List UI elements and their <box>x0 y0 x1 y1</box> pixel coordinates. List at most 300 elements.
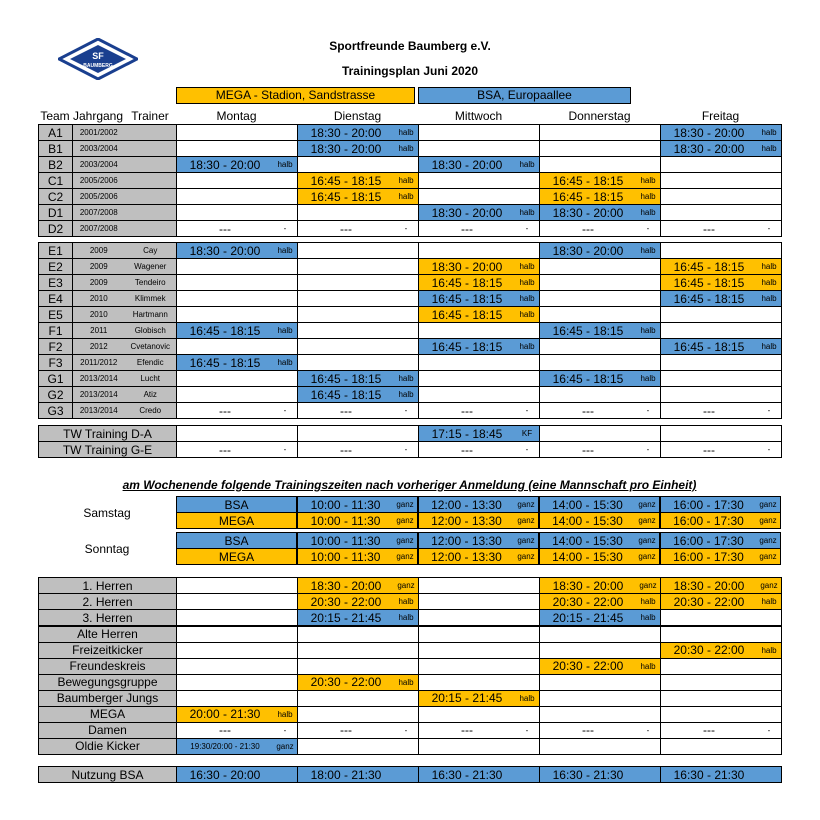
slot-mittwoch[interactable] <box>419 275 540 291</box>
team-name: Nutzung BSA <box>39 767 177 783</box>
slot-donnerstag[interactable] <box>540 426 661 442</box>
slot-time: 16:45 - 18:15 <box>673 291 745 306</box>
slot-time: 10:00 - 11:30 <box>310 533 381 548</box>
slot-note: - <box>646 406 650 415</box>
team-name: G2 <box>39 387 73 403</box>
slot-mittwoch[interactable] <box>419 189 540 205</box>
slot-mittwoch[interactable] <box>419 355 540 371</box>
slot-dienstag[interactable] <box>298 594 419 610</box>
slot-freitag[interactable] <box>661 387 782 403</box>
slot-donnerstag[interactable] <box>540 690 661 706</box>
slot-time: 16:45 - 18:15 <box>431 291 503 306</box>
slot-dienstag[interactable] <box>298 157 419 173</box>
slot-mittwoch[interactable] <box>419 323 540 339</box>
slot-note: halb <box>640 326 656 335</box>
team-name: E4 <box>39 291 73 307</box>
slot-freitag[interactable] <box>661 674 782 690</box>
club-name: Sportfreunde Baumberg e.V. <box>329 39 491 53</box>
slot-montag[interactable] <box>177 767 298 783</box>
slot-note: - <box>646 224 650 233</box>
slot-montag[interactable] <box>177 307 298 323</box>
team-row <box>39 674 782 690</box>
slot-mittwoch[interactable] <box>419 173 540 189</box>
slot-montag[interactable] <box>177 706 298 722</box>
slot-donnerstag[interactable] <box>540 243 661 259</box>
slot-note: halb <box>277 326 293 335</box>
slot-freitag[interactable] <box>661 626 782 642</box>
slot-montag[interactable] <box>177 626 298 642</box>
slot-dienstag[interactable] <box>298 767 419 783</box>
team-jahrgang: 2005/2006 <box>73 189 125 205</box>
slot-freitag[interactable] <box>661 738 782 754</box>
slot-freitag[interactable] <box>661 426 782 442</box>
slot-dienstag[interactable] <box>298 642 419 658</box>
slot-mittwoch[interactable] <box>419 442 540 458</box>
slot-mittwoch[interactable] <box>419 259 540 275</box>
plan-title: Trainingsplan Juni 2020 <box>341 64 479 78</box>
slot-freitag[interactable] <box>661 355 782 371</box>
slot-donnerstag[interactable] <box>540 275 661 291</box>
slot-time: --- <box>703 403 715 418</box>
team-name: B2 <box>39 157 73 173</box>
slot-montag[interactable] <box>177 403 298 419</box>
team-row <box>39 626 782 642</box>
slot-donnerstag[interactable] <box>540 307 661 323</box>
slot-donnerstag[interactable] <box>540 610 661 627</box>
slot-dienstag[interactable] <box>298 355 419 371</box>
slot-dienstag[interactable] <box>298 141 419 157</box>
slot-time: 14:00 - 15:30 <box>552 513 623 528</box>
slot-note: halb <box>398 677 414 687</box>
slot-time: 16:45 - 18:15 <box>431 275 503 290</box>
slot-dienstag[interactable] <box>298 722 419 738</box>
slot-montag[interactable] <box>177 339 298 355</box>
slot-mittwoch[interactable] <box>419 403 540 419</box>
slot-dienstag[interactable] <box>298 706 419 722</box>
svg-text:SF: SF <box>92 51 104 61</box>
col-header-team: Team <box>40 109 70 123</box>
slot-donnerstag[interactable] <box>540 141 661 157</box>
slot-montag[interactable] <box>177 610 298 627</box>
team-name: E2 <box>39 259 73 275</box>
slot-note: halb <box>277 246 293 255</box>
slot-time: 16:45 - 18:15 <box>431 307 503 322</box>
slot-dienstag[interactable] <box>298 690 419 706</box>
slot-mittwoch[interactable] <box>419 706 540 722</box>
slot-dienstag[interactable] <box>298 189 419 205</box>
slot-montag[interactable] <box>177 189 298 205</box>
slot-time: 16:30 - 21:30 <box>673 767 745 782</box>
slot-mittwoch[interactable] <box>419 594 540 610</box>
slot-donnerstag[interactable] <box>540 291 661 307</box>
slot-montag[interactable] <box>177 690 298 706</box>
slot-time: 16:45 - 18:15 <box>310 387 382 402</box>
slot-freitag[interactable] <box>661 125 782 141</box>
team-row <box>39 658 782 674</box>
slot-montag[interactable] <box>177 594 298 610</box>
team-row <box>39 387 782 403</box>
weekend-row <box>38 532 781 549</box>
slot-mittwoch[interactable] <box>419 578 540 594</box>
slot-note: halb <box>761 597 777 606</box>
slot-montag[interactable] <box>177 371 298 387</box>
slot-time: 16:45 - 18:15 <box>310 173 382 188</box>
slot-time: --- <box>461 221 473 236</box>
slot-freitag[interactable] <box>661 722 782 738</box>
slot-mittwoch[interactable] <box>419 658 540 674</box>
slot-time: --- <box>219 403 231 418</box>
slot-time: 20:30 - 22:00 <box>673 643 745 657</box>
slot-dienstag[interactable] <box>298 125 419 141</box>
goalkeeper-table <box>38 425 782 458</box>
team-name: Freizeitkicker <box>39 642 177 658</box>
slot-time: 16:45 - 18:15 <box>431 339 503 354</box>
team-row <box>39 205 782 221</box>
slot-donnerstag[interactable] <box>540 738 661 754</box>
slot-montag[interactable] <box>177 674 298 690</box>
col-header-mittwoch: Mittwoch <box>454 109 503 123</box>
slot-note: ganz <box>517 516 535 525</box>
slot-mittwoch[interactable] <box>419 387 540 403</box>
slot-mittwoch[interactable] <box>419 738 540 754</box>
slot-dienstag[interactable] <box>298 403 419 419</box>
slot-note: - <box>404 725 408 735</box>
slot-time: 18:30 - 20:00 <box>431 205 503 220</box>
slot-time: 18:30 - 20:00 <box>673 141 745 156</box>
team-row <box>39 323 782 339</box>
slot-montag[interactable] <box>177 387 298 403</box>
team-jahrgang: 2009 <box>73 275 125 291</box>
slot-donnerstag[interactable] <box>540 157 661 173</box>
slot-mittwoch[interactable] <box>419 157 540 173</box>
slot-dienstag[interactable] <box>298 323 419 339</box>
slot-mittwoch[interactable] <box>419 690 540 706</box>
slot-time: --- <box>582 221 594 236</box>
team-name: F3 <box>39 355 73 371</box>
slot-dienstag[interactable] <box>298 275 419 291</box>
slot-note: halb <box>640 661 656 671</box>
slot-time: --- <box>582 723 594 737</box>
slot-freitag[interactable] <box>661 243 782 259</box>
slot-freitag[interactable] <box>661 259 782 275</box>
slot-mittwoch[interactable] <box>419 291 540 307</box>
slot-donnerstag[interactable] <box>540 767 661 783</box>
slot-note: - <box>646 445 650 454</box>
slot-weekend[interactable] <box>418 513 539 529</box>
slot-time: 10:00 - 11:30 <box>310 497 381 512</box>
slot-time: --- <box>340 442 352 457</box>
slot-weekend[interactable] <box>297 513 418 529</box>
slot-donnerstag[interactable] <box>540 323 661 339</box>
slot-time: 16:30 - 21:30 <box>552 767 624 782</box>
slot-donnerstag[interactable] <box>540 339 661 355</box>
slot-freitag[interactable] <box>661 339 782 355</box>
team-name: D2 <box>39 221 73 237</box>
slot-dienstag[interactable] <box>298 371 419 387</box>
slot-mittwoch[interactable] <box>419 221 540 237</box>
slot-note: KF <box>521 429 533 438</box>
slot-freitag[interactable] <box>661 173 782 189</box>
slot-mittwoch[interactable] <box>419 426 540 442</box>
team-jahrgang: 2013/2014 <box>73 371 125 387</box>
slot-montag[interactable] <box>177 642 298 658</box>
slot-note: ganz <box>638 552 656 561</box>
slot-freitag[interactable] <box>661 371 782 387</box>
slot-montag[interactable] <box>177 221 298 237</box>
slot-note: halb <box>277 709 293 719</box>
slot-time: --- <box>703 723 715 737</box>
slot-dienstag[interactable] <box>298 610 419 627</box>
slot-montag[interactable] <box>177 738 298 754</box>
slot-dienstag[interactable] <box>298 426 419 442</box>
slot-dienstag[interactable] <box>298 259 419 275</box>
slot-donnerstag[interactable] <box>540 221 661 237</box>
slot-mittwoch[interactable] <box>419 626 540 642</box>
slot-mittwoch[interactable] <box>419 205 540 221</box>
team-name: A1 <box>39 125 73 141</box>
slot-mittwoch[interactable] <box>419 307 540 323</box>
slot-mittwoch[interactable] <box>419 767 540 783</box>
slot-freitag[interactable] <box>661 642 782 658</box>
slot-weekend[interactable] <box>418 532 539 549</box>
slot-freitag[interactable] <box>661 594 782 610</box>
slot-donnerstag[interactable] <box>540 658 661 674</box>
slot-freitag[interactable] <box>661 157 782 173</box>
team-row <box>39 371 782 387</box>
slot-time: 16:45 - 18:15 <box>673 259 745 274</box>
slot-weekend[interactable] <box>660 513 781 529</box>
slot-weekend[interactable] <box>418 549 539 565</box>
slot-montag[interactable] <box>177 205 298 221</box>
slot-note: halb <box>640 374 656 383</box>
slot-note: - <box>767 224 771 233</box>
slot-montag[interactable] <box>177 291 298 307</box>
team-trainer: Atiz <box>125 387 177 403</box>
team-jahrgang: 2011 <box>73 323 125 339</box>
slot-freitag[interactable] <box>661 291 782 307</box>
slot-mittwoch[interactable] <box>419 642 540 658</box>
slot-note: ganz <box>397 581 415 590</box>
team-name: C1 <box>39 173 73 189</box>
slot-montag[interactable] <box>177 658 298 674</box>
slot-weekend[interactable] <box>297 496 418 513</box>
slot-freitag[interactable] <box>661 706 782 722</box>
slot-dienstag[interactable] <box>298 626 419 642</box>
team-trainer <box>125 173 177 189</box>
slot-donnerstag[interactable] <box>540 403 661 419</box>
youth-table-older <box>38 124 782 237</box>
slot-weekend[interactable] <box>660 496 781 513</box>
slot-montag[interactable] <box>177 323 298 339</box>
slot-note: halb <box>277 358 293 367</box>
slot-freitag[interactable] <box>661 442 782 458</box>
slot-weekend[interactable] <box>539 549 660 565</box>
slot-montag[interactable] <box>177 243 298 259</box>
slot-donnerstag[interactable] <box>540 355 661 371</box>
team-name: 1. Herren <box>39 578 177 594</box>
slot-freitag[interactable] <box>661 275 782 291</box>
slot-freitag[interactable] <box>661 189 782 205</box>
slot-montag[interactable] <box>177 426 298 442</box>
slot-note: halb <box>519 310 535 319</box>
team-trainer: Efendic <box>125 355 177 371</box>
team-name: Damen <box>39 722 177 738</box>
slot-donnerstag[interactable] <box>540 173 661 189</box>
slot-freitag[interactable] <box>661 323 782 339</box>
slot-montag[interactable] <box>177 141 298 157</box>
slot-freitag[interactable] <box>661 658 782 674</box>
slot-dienstag[interactable] <box>298 221 419 237</box>
slot-note: - <box>525 406 529 415</box>
slot-montag[interactable] <box>177 275 298 291</box>
slot-freitag[interactable] <box>661 578 782 594</box>
slot-time: 18:30 - 20:00 <box>310 578 382 593</box>
slot-time: 16:45 - 18:15 <box>189 323 261 338</box>
team-row <box>39 594 782 610</box>
slot-freitag[interactable] <box>661 205 782 221</box>
slot-note: - <box>283 406 287 415</box>
slot-weekend[interactable] <box>539 513 660 529</box>
team-name: B1 <box>39 141 73 157</box>
team-name: Oldie Kicker <box>39 738 177 754</box>
slot-dienstag[interactable] <box>298 243 419 259</box>
slot-dienstag[interactable] <box>298 173 419 189</box>
slot-freitag[interactable] <box>661 690 782 706</box>
slot-montag[interactable] <box>177 722 298 738</box>
slot-donnerstag[interactable] <box>540 626 661 642</box>
team-row <box>39 738 782 754</box>
slot-freitag[interactable] <box>661 767 782 783</box>
slot-mittwoch[interactable] <box>419 674 540 690</box>
slot-note: halb <box>640 192 656 201</box>
slot-donnerstag[interactable] <box>540 594 661 610</box>
slot-mittwoch[interactable] <box>419 722 540 738</box>
slot-donnerstag[interactable] <box>540 674 661 690</box>
slot-dienstag[interactable] <box>298 658 419 674</box>
team-name: TW Training G-E <box>39 442 177 458</box>
slot-time: 20:30 - 22:00 <box>552 659 624 673</box>
slot-donnerstag[interactable] <box>540 706 661 722</box>
slot-dienstag[interactable] <box>298 339 419 355</box>
slot-weekend[interactable] <box>539 532 660 549</box>
slot-freitag[interactable] <box>661 610 782 627</box>
slot-weekend[interactable] <box>418 496 539 513</box>
slot-note: - <box>283 445 287 454</box>
slot-dienstag[interactable] <box>298 387 419 403</box>
slot-time: 18:30 - 20:00 <box>310 141 382 156</box>
team-jahrgang: 2009 <box>73 243 125 259</box>
slot-time: 16:00 - 17:30 <box>673 549 744 564</box>
slot-freitag[interactable] <box>661 307 782 323</box>
slot-mittwoch[interactable] <box>419 243 540 259</box>
team-row <box>39 706 782 722</box>
slot-time: 20:30 - 22:00 <box>310 594 382 609</box>
slot-note: ganz <box>396 516 414 525</box>
slot-donnerstag[interactable] <box>540 722 661 738</box>
slot-mittwoch[interactable] <box>419 610 540 627</box>
slot-weekend[interactable] <box>539 496 660 513</box>
slot-note: - <box>525 445 529 454</box>
slot-freitag[interactable] <box>661 403 782 419</box>
slot-time: 12:00 - 13:30 <box>431 513 502 528</box>
slot-time: 20:30 - 22:00 <box>673 594 745 609</box>
slot-dienstag[interactable] <box>298 291 419 307</box>
slot-donnerstag[interactable] <box>540 189 661 205</box>
slot-note: halb <box>398 128 414 137</box>
slot-time: 16:00 - 17:30 <box>673 497 744 512</box>
slot-dienstag[interactable] <box>298 674 419 690</box>
slot-mittwoch[interactable] <box>419 371 540 387</box>
slot-donnerstag[interactable] <box>540 125 661 141</box>
slot-dienstag[interactable] <box>298 738 419 754</box>
slot-time: 18:30 - 20:00 <box>552 205 624 220</box>
team-row <box>39 291 782 307</box>
slot-time: 10:00 - 11:30 <box>310 549 381 564</box>
slot-note: - <box>404 224 408 233</box>
slot-montag[interactable] <box>177 259 298 275</box>
weekend-venue: BSA <box>176 532 297 549</box>
team-row <box>39 426 782 442</box>
team-name: MEGA <box>39 706 177 722</box>
slot-montag[interactable] <box>177 442 298 458</box>
slot-donnerstag[interactable] <box>540 371 661 387</box>
slot-note: halb <box>761 645 777 655</box>
slot-montag[interactable] <box>177 157 298 173</box>
slot-mittwoch[interactable] <box>419 125 540 141</box>
team-row <box>39 275 782 291</box>
team-row <box>39 141 782 157</box>
slot-dienstag[interactable] <box>298 442 419 458</box>
slot-weekend[interactable] <box>297 549 418 565</box>
slot-mittwoch[interactable] <box>419 339 540 355</box>
slot-weekend[interactable] <box>660 549 781 565</box>
slot-montag[interactable] <box>177 125 298 141</box>
legend-mega: MEGA - Stadion, Sandstrasse <box>176 87 415 104</box>
slot-donnerstag[interactable] <box>540 578 661 594</box>
adults-table <box>38 577 782 755</box>
team-jahrgang: 2005/2006 <box>73 173 125 189</box>
slot-freitag[interactable] <box>661 141 782 157</box>
team-name: G3 <box>39 403 73 419</box>
slot-montag[interactable] <box>177 355 298 371</box>
slot-time: --- <box>703 221 715 236</box>
slot-note: halb <box>640 246 656 255</box>
slot-donnerstag[interactable] <box>540 259 661 275</box>
slot-montag[interactable] <box>177 578 298 594</box>
slot-note: - <box>283 224 287 233</box>
slot-weekend[interactable] <box>660 532 781 549</box>
team-row <box>39 173 782 189</box>
slot-montag[interactable] <box>177 173 298 189</box>
slot-weekend[interactable] <box>297 532 418 549</box>
slot-dienstag[interactable] <box>298 205 419 221</box>
team-trainer <box>125 189 177 205</box>
slot-donnerstag[interactable] <box>540 442 661 458</box>
slot-dienstag[interactable] <box>298 307 419 323</box>
slot-mittwoch[interactable] <box>419 141 540 157</box>
slot-freitag[interactable] <box>661 221 782 237</box>
team-name: Alte Herren <box>39 626 177 642</box>
team-jahrgang: 2009 <box>73 259 125 275</box>
team-row <box>39 125 782 141</box>
team-name: G1 <box>39 371 73 387</box>
team-jahrgang: 2010 <box>73 291 125 307</box>
slot-donnerstag[interactable] <box>540 205 661 221</box>
slot-donnerstag[interactable] <box>540 642 661 658</box>
slot-donnerstag[interactable] <box>540 387 661 403</box>
slot-dienstag[interactable] <box>298 578 419 594</box>
team-jahrgang: 2012 <box>73 339 125 355</box>
